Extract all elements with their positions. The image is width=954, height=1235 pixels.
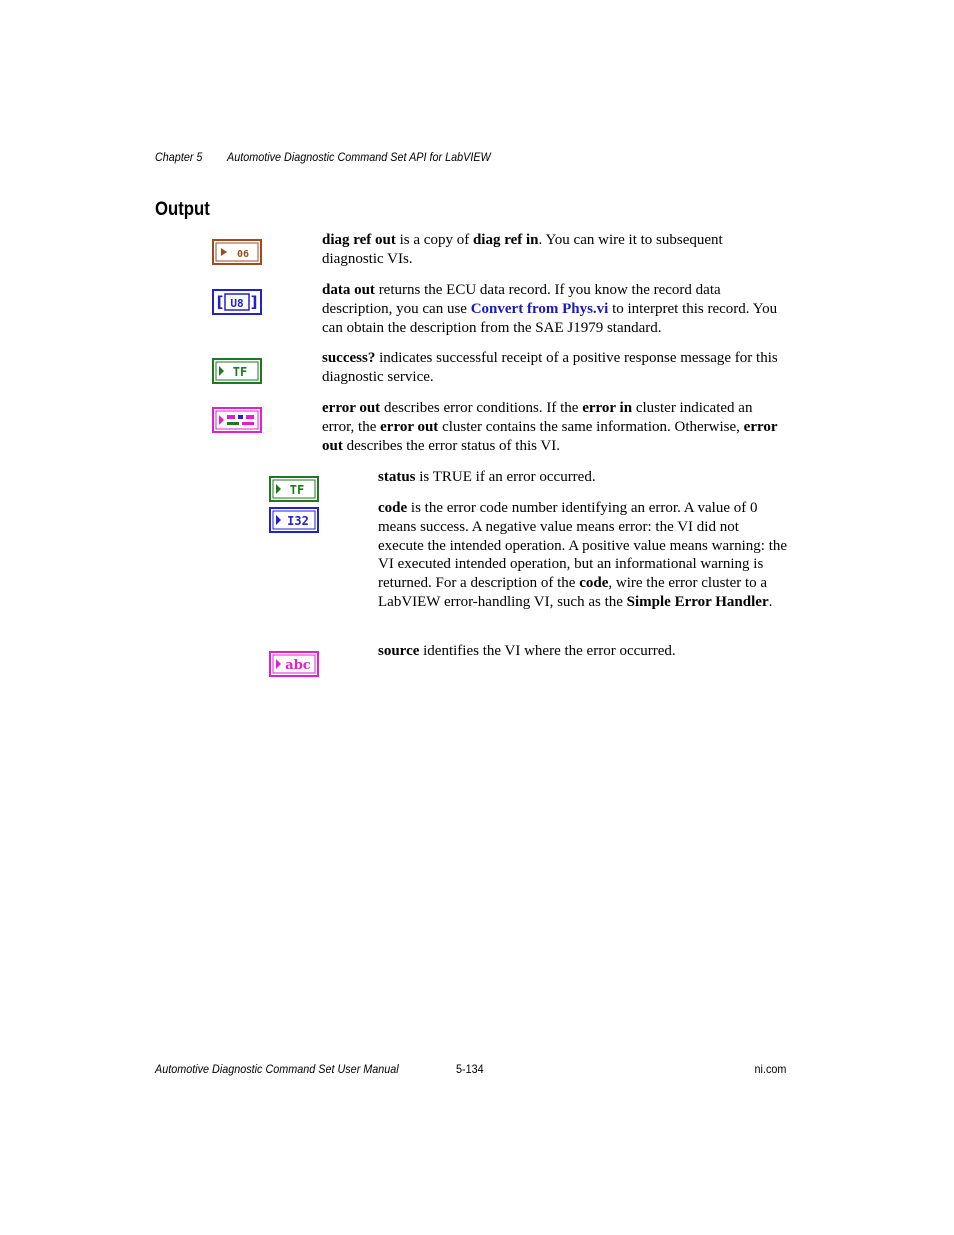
svg-text:U8: U8 xyxy=(230,297,244,310)
tf-boolean-icon xyxy=(212,358,262,384)
footer-manual-title: Automotive Diagnostic Command Set User Manual xyxy=(155,1062,399,1076)
param-name: error out xyxy=(322,400,381,416)
string-abc-icon xyxy=(269,651,319,677)
param-text: cluster contains the same information. Otherwise, xyxy=(438,418,744,435)
page-number: 5-134 xyxy=(456,1062,484,1076)
chapter-label: Chapter 5 xyxy=(155,150,203,164)
param-data-out xyxy=(322,281,787,337)
param-text: to interpret this record. You can obtain the description from the SAE J1979 standard. xyxy=(322,300,778,336)
param-code xyxy=(378,499,788,612)
svg-text:TF: TF xyxy=(289,483,305,497)
svg-text:[: [ xyxy=(216,293,224,311)
i32-numeric-icon xyxy=(269,507,319,533)
param-ref: error out xyxy=(380,418,439,435)
param-name: source xyxy=(378,643,420,659)
footer-site-link[interactable]: ni.com xyxy=(754,1062,786,1076)
svg-text:TF: TF xyxy=(232,365,248,379)
convert-from-phys-link[interactable]: Convert from Phys.vi xyxy=(470,300,609,317)
param-name: success? xyxy=(322,350,376,366)
running-header xyxy=(155,150,491,164)
param-text: returns the ECU data record. If you know the record data description, you can use xyxy=(322,282,721,317)
param-status xyxy=(378,468,788,487)
param-text: cluster indicated an error, the xyxy=(322,400,753,435)
param-ref: error out xyxy=(322,418,778,454)
u8-array-icon xyxy=(212,289,262,315)
param-name: diag ref out xyxy=(322,232,396,248)
svg-text:abc: abc xyxy=(285,658,311,673)
param-text: describes error conditions. If the xyxy=(380,400,583,416)
param-text: is a copy of xyxy=(395,232,473,248)
param-text: . xyxy=(768,593,773,610)
param-source xyxy=(378,642,788,661)
param-text: is TRUE if an error occurred. xyxy=(415,469,596,485)
error-cluster-icon xyxy=(212,407,262,433)
param-text: identifies the VI where the error occurred. xyxy=(419,643,676,659)
param-ref: diag ref in xyxy=(472,232,539,248)
param-success xyxy=(322,349,787,387)
param-name: status xyxy=(378,469,416,485)
section-heading: Output xyxy=(155,199,210,220)
svg-text:I32: I32 xyxy=(287,514,309,528)
param-name: data out xyxy=(322,282,375,298)
param-text: . You can wire it to subsequent diagnostic VIs. xyxy=(322,232,723,267)
param-text: indicates successful receipt of a positive response message for this diagnostic service. xyxy=(322,350,778,385)
svg-text:]: ] xyxy=(250,293,258,311)
param-diag-ref-out xyxy=(322,231,787,269)
chapter-title: Automotive Diagnostic Command Set API for LabVIEW xyxy=(227,150,491,164)
param-name: code xyxy=(378,500,408,516)
param-error-out xyxy=(322,399,787,455)
param-text: , wire the error cluster to a LabVIEW error-handling VI, such as the xyxy=(378,575,768,610)
param-text: is the error code number identifying an error. A value of 0 means success. A negative value means error: the VI did not execute the intended operation. A positive value means warning: the VI executed intended operation, but an informational warning is returned. For a description of the xyxy=(378,500,788,592)
diag-ref-cluster-icon xyxy=(212,239,262,265)
svg-text:06: 06 xyxy=(236,249,250,260)
param-ref: Simple Error Handler xyxy=(626,593,769,610)
param-ref: error in xyxy=(582,400,633,416)
param-ref: code xyxy=(579,575,609,592)
tf-boolean-icon xyxy=(269,476,319,502)
param-text: describes the error status of this VI. xyxy=(342,437,561,454)
